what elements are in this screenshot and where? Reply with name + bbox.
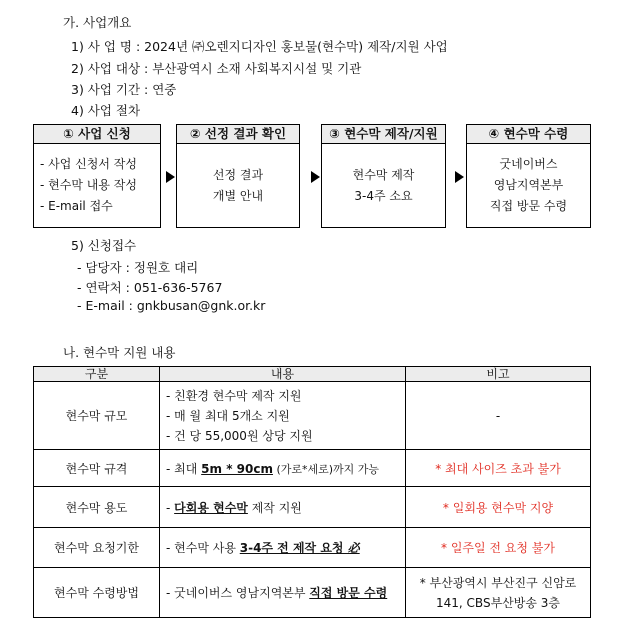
step-3-line: 현수막 제작 (352, 167, 415, 182)
step-1-line: - E-mail 접수 (40, 199, 113, 213)
step-3-box (321, 124, 446, 228)
arrow-right-icon (455, 171, 464, 183)
row-content (160, 382, 406, 450)
row-content (160, 450, 406, 487)
content-emphasis: 다회용 현수막 (174, 500, 248, 515)
row-label: 현수막 용도 (34, 487, 160, 528)
row-content (160, 487, 406, 528)
row-note: * 일회용 현수막 지양 (406, 487, 591, 528)
row-label: 현수막 수령방법 (34, 568, 160, 618)
arrow-right-icon (166, 171, 175, 183)
step-4-title: ④ 현수막 수령 (467, 125, 590, 144)
note-line: * 부산광역시 부산진구 신암로 (419, 575, 577, 590)
arrow-right-icon (311, 171, 320, 183)
step-4-box (466, 124, 591, 228)
content-line: - 친환경 현수막 제작 지원 (166, 388, 302, 403)
content-text: 必 (343, 541, 360, 555)
contact-phone: - 연락처 : 051-636-5767 (77, 280, 223, 295)
step-3-body (322, 144, 445, 227)
table-row (34, 528, 591, 568)
step-4-line: 굿네이버스 (499, 157, 558, 171)
step-1-body (34, 144, 160, 227)
step-2-box (176, 124, 300, 228)
row-label: 현수막 규모 (34, 382, 160, 450)
step-4-line: 직접 방문 수령 (489, 199, 568, 213)
support-table (33, 366, 591, 618)
step-3-line: 3-4주 소요 (354, 188, 413, 203)
step-4-body (467, 144, 590, 227)
contact-email: - E-mail : gnkbusan@gnk.or.kr (77, 298, 266, 313)
note-line: 141, CBS부산방송 3층 (436, 595, 560, 610)
step-2-title: ② 선정 결과 확인 (177, 125, 299, 144)
row-note: * 최대 사이즈 초과 불가 (406, 450, 591, 487)
content-text: 제작 지원 (247, 500, 302, 515)
step-4-line: 영남지역본부 (493, 178, 564, 192)
content-text: - (166, 500, 175, 515)
contact-person: - 담당자 : 정원호 대리 (77, 260, 199, 275)
table-header-row (34, 367, 591, 382)
content-text: - 현수막 사용 (166, 541, 240, 555)
step-1-line: - 사업 신청서 작성 (40, 157, 137, 171)
project-name: 1) 사 업 명 : 2024년 ㈜오렌지디자인 홍보물(현수막) 제작/지원 사업 (71, 39, 448, 54)
project-target: 2) 사업 대상 : 부산광역시 소재 사회복지시설 및 기관 (71, 61, 362, 76)
step-2-line: 개별 안내 (212, 188, 264, 203)
header-content: 내용 (160, 367, 406, 382)
row-label: 현수막 규격 (34, 450, 160, 487)
section-a-title: 가. 사업개요 (63, 15, 132, 30)
project-procedure: 4) 사업 절차 (71, 103, 141, 118)
content-text: (가로*세로)까지 가능 (272, 462, 380, 476)
row-content (160, 568, 406, 618)
row-note (406, 568, 591, 618)
content-emphasis: 직접 방문 수령 (309, 586, 388, 600)
content-line: - 매 월 최대 5개소 지원 (166, 408, 290, 423)
step-1-box (33, 124, 161, 228)
step-1-line: - 현수막 내용 작성 (40, 178, 137, 192)
step-2-body (177, 144, 299, 227)
row-content (160, 528, 406, 568)
step-3-title: ③ 현수막 제작/지원 (322, 125, 445, 144)
table-row (34, 487, 591, 528)
table-row (34, 568, 591, 618)
content-emphasis: 3-4주 전 제작 요청 (239, 541, 344, 555)
header-category: 구분 (34, 367, 160, 382)
header-note: 비고 (406, 367, 591, 382)
table-row (34, 450, 591, 487)
content-text: - 최대 (166, 461, 202, 476)
section-b-title: 나. 현수막 지원 내용 (63, 345, 176, 360)
project-period: 3) 사업 기간 : 연중 (71, 82, 177, 97)
row-note: * 일주일 전 요청 불가 (406, 528, 591, 568)
row-note: - (406, 382, 591, 450)
step-2-line: 선정 결과 (212, 167, 264, 182)
step-1-title: ① 사업 신청 (34, 125, 160, 144)
row-label: 현수막 요청기한 (34, 528, 160, 568)
content-line: - 건 당 55,000원 상당 지원 (166, 428, 313, 443)
content-text: - 굿네이버스 영남지역본부 (166, 586, 310, 600)
table-row (34, 382, 591, 450)
size-spec: 5m * 90cm (201, 461, 273, 476)
application-title: 5) 신청접수 (71, 238, 137, 253)
